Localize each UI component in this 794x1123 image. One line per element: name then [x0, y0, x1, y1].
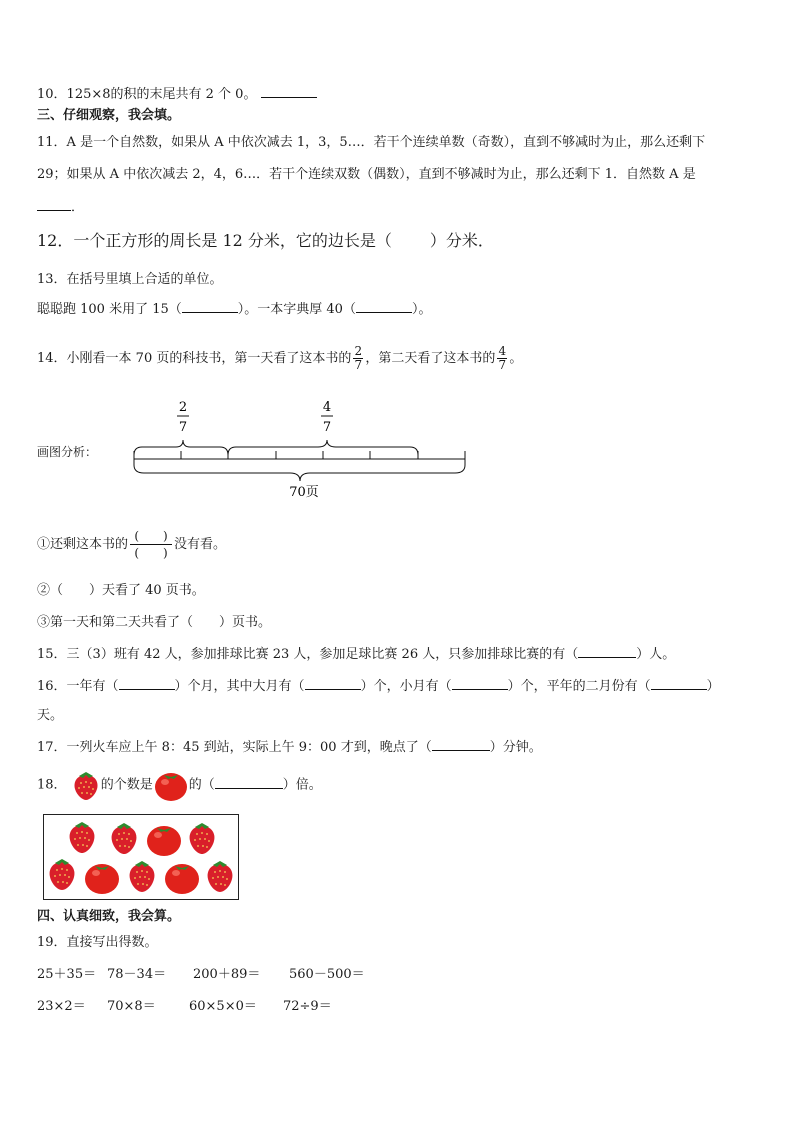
q14-fraction-2	[497, 345, 507, 372]
diagram-frac2-den: 7	[322, 420, 332, 435]
q17-text-a: 17．一列火车应上午 8：45 到站，实际上午 9：00 才到，晚点了（	[37, 740, 432, 755]
q18-text-b: 的个数是	[100, 777, 153, 793]
q16-text-c: ）个，小月有（	[360, 679, 452, 694]
q16-line1	[37, 677, 720, 696]
diagram-frac1-num: 2	[178, 400, 188, 415]
q13-line1: 13．在括号里填上合适的单位。	[37, 272, 223, 287]
fruit-picture-box	[43, 814, 239, 900]
q12-part1: 12．一个正方形的周长是 12 分米，它的边长是（	[37, 231, 392, 250]
q14-sub1-text-b: 没有看。	[174, 537, 227, 552]
q14-sub1	[37, 522, 226, 568]
q16-blank-2[interactable]	[305, 677, 361, 690]
q11-line1: 11．A 是一个自然数，如果从 A 中依次减去 1，3，5…．若干个连续单数（奇数），直到不够减时为止，那么还剩下	[37, 135, 706, 150]
q14-fraction-1	[353, 345, 363, 372]
diagram-frac2-num: 4	[322, 400, 332, 415]
strawberry-icon	[70, 822, 95, 853]
q18	[37, 768, 322, 802]
q14-frac1-den: 7	[354, 358, 363, 372]
q18-text-c: 的（	[188, 777, 215, 793]
q14-sub1-num: ( )	[134, 529, 168, 543]
q14-text2: ，第二天看了这本书的	[365, 351, 496, 366]
calc-item: 78－34＝	[107, 967, 167, 982]
q18-blank[interactable]	[215, 776, 283, 789]
q11-line2: 29；如果从 A 中依次减去 2，4，6…．若干个连续双数（偶数），直到不够减时为止，那么还剩下 1．自然数 A 是	[37, 167, 696, 182]
q10	[37, 85, 317, 104]
calc-item: 23×2＝	[37, 999, 86, 1014]
strawberry-icon	[50, 859, 75, 890]
q19-row2	[37, 998, 363, 1016]
q13-text-b: ）。一本字典厚 40（	[237, 302, 356, 317]
strawberry-icon	[208, 861, 233, 892]
section-3-title: 三、仔细观察，我会填。	[37, 108, 181, 123]
q17	[37, 738, 542, 757]
q18-text-d: ）倍。	[282, 777, 322, 793]
tomato-icon	[85, 864, 119, 894]
q16-blank-4[interactable]	[651, 677, 707, 690]
q16-text-b: ）个月，其中大月有（	[174, 679, 305, 694]
q19-row1	[37, 966, 389, 984]
q13-text-c: ）。	[411, 302, 432, 317]
diagram-frac1-den: 7	[178, 420, 188, 435]
tomato-icon	[153, 768, 189, 802]
q13-blank-1[interactable]	[182, 300, 238, 313]
q18-text-a: 18．	[37, 777, 67, 793]
line-segment-diagram	[120, 395, 480, 505]
q14-frac1-num: 2	[354, 344, 363, 358]
diagram-label: 画图分析：	[37, 445, 98, 459]
brace-total	[134, 465, 465, 481]
q11-answer-blank[interactable]	[37, 198, 71, 211]
q15-text-b: ）人。	[636, 647, 676, 662]
q14-sub2: ②（ ）天看了 40 页书。	[37, 583, 205, 598]
q16-blank-1[interactable]	[119, 677, 175, 690]
calc-item: 560－500＝	[289, 967, 365, 982]
q14-text1: 14．小刚看一本 70 页的科技书，第一天看了这本书的	[37, 351, 352, 366]
q16-text-a: 16．一年有（	[37, 679, 119, 694]
q15-blank[interactable]	[578, 645, 636, 658]
strawberry-icon	[190, 823, 215, 854]
q16-text-e: ）	[706, 679, 720, 694]
q14-text3: 。	[509, 351, 523, 366]
tomato-icon	[165, 864, 199, 894]
strawberry-icon	[130, 861, 155, 892]
q13-line2	[37, 300, 431, 319]
q17-text-b: ）分钟。	[489, 740, 542, 755]
q13-blank-2[interactable]	[356, 300, 412, 313]
q14-frac2-num: 4	[498, 344, 507, 358]
q11-end: ．	[71, 200, 85, 215]
q14-sub1-den: ( )	[134, 546, 168, 560]
strawberry-icon	[112, 823, 137, 854]
q14-sub3: ③第一天和第二天共看了（ ）页书。	[37, 615, 272, 630]
q16-line2: 天。	[37, 708, 64, 723]
q17-blank[interactable]	[432, 738, 490, 751]
q12	[37, 232, 494, 250]
q10-answer-blank[interactable]	[261, 85, 317, 98]
calc-item: 70×8＝	[107, 999, 156, 1014]
q15	[37, 645, 675, 664]
section-4-title: 四、认真细致，我会算。	[37, 909, 181, 924]
q10-text: 10．125×8的积的末尾共有 2 个 0。	[37, 87, 257, 102]
tomato-icon	[147, 826, 181, 856]
strawberry-icon	[71, 769, 101, 801]
q16-blank-3[interactable]	[452, 677, 508, 690]
q13-text-a: 聪聪跑 100 米用了 15（	[37, 302, 182, 317]
calc-item: 60×5×0＝	[189, 999, 257, 1014]
calc-item: 72÷9＝	[283, 999, 332, 1014]
q14-frac2-den: 7	[498, 358, 507, 372]
q19-title: 19．直接写出得数。	[37, 935, 158, 950]
fruit-picture	[44, 815, 238, 899]
q16-text-d: ）个，平年的二月份有（	[507, 679, 651, 694]
q14-sub1-text-a: ①还剩这本书的	[37, 537, 129, 552]
q15-text-a: 15．三（3）班有 42 人，参加排球比赛 23 人，参加足球比赛 26 人，只参加排球比赛的有（	[37, 647, 579, 662]
q14-line	[37, 344, 522, 374]
q11-line3	[37, 198, 84, 217]
calc-item: 200＋89＝	[193, 967, 261, 982]
q12-part2: ）分米．	[429, 231, 494, 250]
total-pages-label: 70页	[289, 485, 319, 500]
q14-sub1-fraction-blank[interactable]	[130, 528, 172, 561]
calc-item: 25＋35＝	[37, 967, 97, 982]
